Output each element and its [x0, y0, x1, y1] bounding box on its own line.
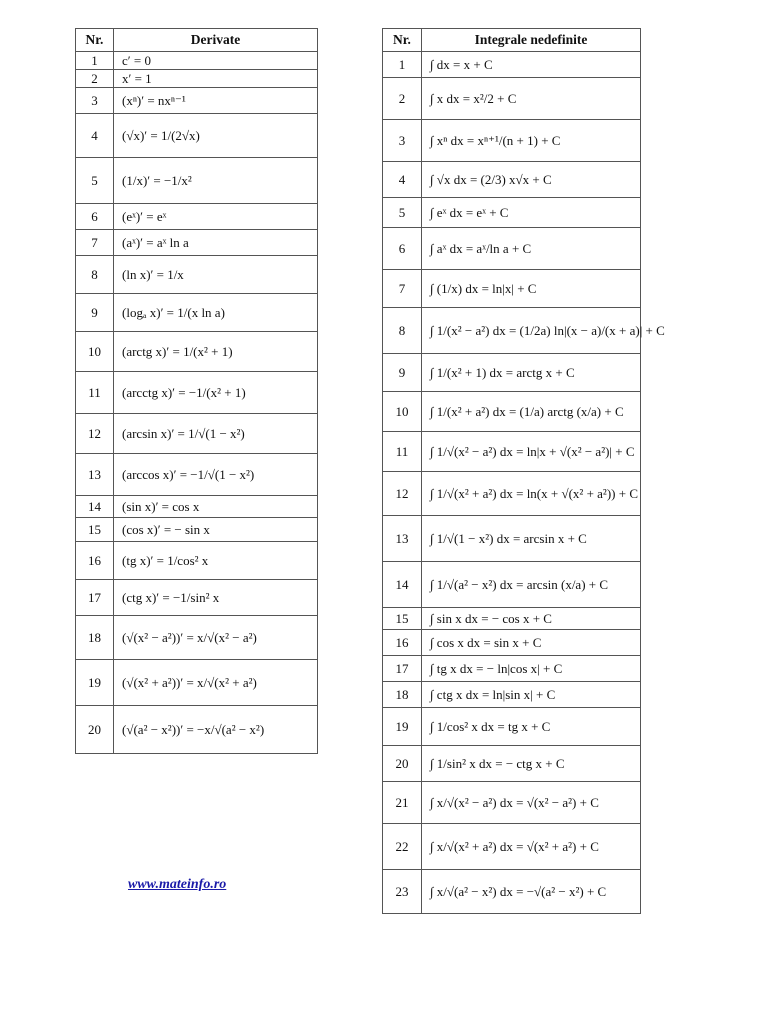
derivatives-row-number: 4	[76, 114, 114, 158]
derivatives-row	[76, 52, 318, 70]
integrals-row-number: 9	[383, 354, 422, 392]
derivatives-row	[76, 88, 318, 114]
integrals-row-formula: ∫ x/√(x² + a²) dx = √(x² + a²) + C	[422, 824, 641, 870]
derivatives-row-formula: x′ = 1	[114, 70, 318, 88]
integrals-row	[383, 630, 641, 656]
derivatives-row	[76, 332, 318, 372]
derivatives-row-number: 9	[76, 294, 114, 332]
integrals-row-formula: ∫ 1/(x² + a²) dx = (1/a) arctg (x/a) + C	[422, 392, 641, 432]
integrals-row-formula: ∫ cos x dx = sin x + C	[422, 630, 641, 656]
integrals-row	[383, 656, 641, 682]
integrals-row	[383, 392, 641, 432]
derivatives-row-number: 15	[76, 518, 114, 542]
derivatives-row-number: 11	[76, 372, 114, 414]
integrals-row-number: 22	[383, 824, 422, 870]
integrals-row-number: 23	[383, 870, 422, 914]
derivatives-row-number: 16	[76, 542, 114, 580]
derivatives-row-formula: (cos x)′ = − sin x	[114, 518, 318, 542]
integrals-row	[383, 52, 641, 78]
integrals-row-formula: ∫ eˣ dx = eˣ + C	[422, 198, 641, 228]
derivatives-table	[75, 28, 318, 754]
integrals-row-number: 13	[383, 516, 422, 562]
derivatives-row-formula: (aˣ)′ = aˣ ln a	[114, 230, 318, 256]
derivatives-row-number: 3	[76, 88, 114, 114]
integrals-row-number: 14	[383, 562, 422, 608]
integrals-row-number: 6	[383, 228, 422, 270]
integrals-row	[383, 354, 641, 392]
integrals-row	[383, 516, 641, 562]
derivatives-row	[76, 496, 318, 518]
integrals-row	[383, 746, 641, 782]
integrals-row	[383, 562, 641, 608]
integrals-header-row	[383, 29, 641, 52]
derivatives-row	[76, 70, 318, 88]
integrals-row-formula: ∫ ctg x dx = ln|sin x| + C	[422, 682, 641, 708]
integrals-row	[383, 270, 641, 308]
derivatives-header-nr: Nr.	[76, 29, 114, 52]
derivatives-row-number: 10	[76, 332, 114, 372]
integrals-row-formula: ∫ 1/(x² + 1) dx = arctg x + C	[422, 354, 641, 392]
integrals-row-formula: ∫ 1/√(x² − a²) dx = ln|x + √(x² − a²)| + C	[422, 432, 641, 472]
integrals-row-number: 21	[383, 782, 422, 824]
derivatives-row-number: 7	[76, 230, 114, 256]
integrals-row-number: 18	[383, 682, 422, 708]
derivatives-row-formula: (arctg x)′ = 1/(x² + 1)	[114, 332, 318, 372]
website-link[interactable]: www.mateinfo.ro	[128, 877, 227, 892]
integrals-table	[382, 28, 665, 914]
derivatives-table-body	[76, 52, 318, 754]
integrals-row-formula: ∫ 1/√(1 − x²) dx = arcsin x + C	[422, 516, 641, 562]
derivatives-row-formula: (ln x)′ = 1/x	[114, 256, 318, 294]
derivatives-row	[76, 706, 318, 754]
integrals-row	[383, 198, 641, 228]
integrals-row-formula: ∫ xⁿ dx = xⁿ⁺¹/(n + 1) + C	[422, 120, 641, 162]
derivatives-row-number: 1	[76, 52, 114, 70]
integrals-row	[383, 870, 641, 914]
derivatives-row-number: 8	[76, 256, 114, 294]
derivatives-row	[76, 256, 318, 294]
derivatives-row	[76, 542, 318, 580]
integrals-row-number: 12	[383, 472, 422, 516]
derivatives-row-formula: (√x)′ = 1/(2√x)	[114, 114, 318, 158]
derivatives-row	[76, 414, 318, 454]
integrals-row-number: 19	[383, 708, 422, 746]
integrals-row-formula: ∫ x dx = x²/2 + C	[422, 78, 641, 120]
derivatives-row	[76, 294, 318, 332]
derivatives-row-number: 14	[76, 496, 114, 518]
derivatives-row-formula: (xⁿ)′ = nxⁿ⁻¹	[114, 88, 318, 114]
integrals-row-number: 1	[383, 52, 422, 78]
derivatives-row-number: 17	[76, 580, 114, 616]
derivatives-header-row	[76, 29, 318, 52]
derivatives-row-formula: (sin x)′ = cos x	[114, 496, 318, 518]
derivatives-row-formula: (√(a² − x²))′ = −x/√(a² − x²)	[114, 706, 318, 754]
integrals-row	[383, 708, 641, 746]
derivatives-row	[76, 660, 318, 706]
derivatives-row-formula: (arccos x)′ = −1/√(1 − x²)	[114, 454, 318, 496]
integrals-row-number: 4	[383, 162, 422, 198]
integrals-row	[383, 608, 641, 630]
integrals-row	[383, 472, 641, 516]
derivatives-row-number: 6	[76, 204, 114, 230]
integrals-row-number: 20	[383, 746, 422, 782]
integrals-row-formula: ∫ tg x dx = − ln|cos x| + C	[422, 656, 641, 682]
derivatives-row	[76, 580, 318, 616]
derivatives-row-number: 5	[76, 158, 114, 204]
derivatives-row-formula: (eˣ)′ = eˣ	[114, 204, 318, 230]
derivatives-row-number: 12	[76, 414, 114, 454]
integrals-row-formula: ∫ 1/√(x² + a²) dx = ln(x + √(x² + a²)) + C	[422, 472, 641, 516]
derivatives-row	[76, 158, 318, 204]
integrals-row	[383, 824, 641, 870]
integrals-row	[383, 162, 641, 198]
derivatives-row	[76, 454, 318, 496]
derivatives-row-formula: (arcsin x)′ = 1/√(1 − x²)	[114, 414, 318, 454]
integrals-row-number: 15	[383, 608, 422, 630]
integrals-row-formula: ∫ sin x dx = − cos x + C	[422, 608, 641, 630]
integrals-row	[383, 228, 641, 270]
integrals-row-formula: ∫ 1/√(a² − x²) dx = arcsin (x/a) + C	[422, 562, 641, 608]
derivatives-row	[76, 372, 318, 414]
integrals-row-formula: ∫ 1/cos² x dx = tg x + C	[422, 708, 641, 746]
derivatives-row-number: 18	[76, 616, 114, 660]
integrals-row-number: 10	[383, 392, 422, 432]
derivatives-row-formula: (√(x² − a²))′ = x/√(x² − a²)	[114, 616, 318, 660]
integrals-row	[383, 682, 641, 708]
integrals-row-number: 2	[383, 78, 422, 120]
integrals-row-number: 5	[383, 198, 422, 228]
integrals-row-formula: ∫ x/√(a² − x²) dx = −√(a² − x²) + C	[422, 870, 641, 914]
integrals-row-number: 7	[383, 270, 422, 308]
derivatives-row-formula: c′ = 0	[114, 52, 318, 70]
derivatives-row-formula: (ctg x)′ = −1/sin² x	[114, 580, 318, 616]
derivatives-row-formula: (logₐ x)′ = 1/(x ln a)	[114, 294, 318, 332]
derivatives-row-number: 13	[76, 454, 114, 496]
integrals-row	[383, 432, 641, 472]
integrals-row-number: 16	[383, 630, 422, 656]
integrals-header-title: Integrale nedefinite	[422, 29, 641, 52]
integrals-row	[383, 308, 641, 354]
integrals-row-formula: ∫ 1/(x² − a²) dx = (1/2a) ln|(x − a)/(x + a)| + C	[422, 308, 641, 354]
integrals-row-formula: ∫ aˣ dx = aˣ/ln a + C	[422, 228, 641, 270]
integrals-table-body	[383, 52, 665, 914]
integrals-row-formula: ∫ (1/x) dx = ln|x| + C	[422, 270, 641, 308]
integrals-row	[383, 782, 641, 824]
derivatives-row	[76, 114, 318, 158]
integrals-header-nr: Nr.	[383, 29, 422, 52]
derivatives-row	[76, 230, 318, 256]
integrals-row-number: 17	[383, 656, 422, 682]
derivatives-row-number: 20	[76, 706, 114, 754]
integrals-row-formula: ∫ √x dx = (2/3) x√x + C	[422, 162, 641, 198]
integrals-row-number: 3	[383, 120, 422, 162]
integrals-row-formula: ∫ 1/sin² x dx = − ctg x + C	[422, 746, 641, 782]
integrals-row	[383, 120, 641, 162]
derivatives-row-formula: (tg x)′ = 1/cos² x	[114, 542, 318, 580]
integrals-row-formula: ∫ dx = x + C	[422, 52, 641, 78]
integrals-row-number: 8	[383, 308, 422, 354]
derivatives-row	[76, 204, 318, 230]
derivatives-row-formula: (arcctg x)′ = −1/(x² + 1)	[114, 372, 318, 414]
derivatives-row	[76, 518, 318, 542]
derivatives-row-number: 19	[76, 660, 114, 706]
integrals-row-formula: ∫ x/√(x² − a²) dx = √(x² − a²) + C	[422, 782, 641, 824]
derivatives-row-formula: (√(x² + a²))′ = x/√(x² + a²)	[114, 660, 318, 706]
integrals-row-number: 11	[383, 432, 422, 472]
integrals-row	[383, 78, 641, 120]
derivatives-row-formula: (1/x)′ = −1/x²	[114, 158, 318, 204]
derivatives-row-number: 2	[76, 70, 114, 88]
derivatives-row	[76, 616, 318, 660]
derivatives-header-title: Derivate	[114, 29, 318, 52]
